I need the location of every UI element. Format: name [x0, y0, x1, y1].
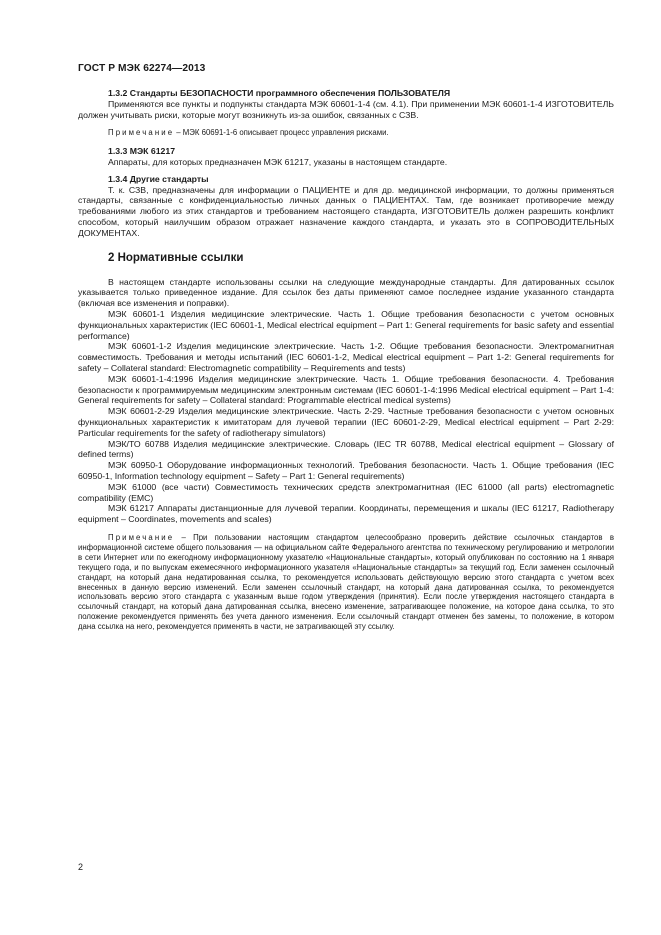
reference-item: МЭК 61000 (все части) Совместимость технических средств электромагнитная (IEC 61000 (all parts) electromagnetic compatibility (EMC) [78, 481, 614, 503]
reference-item: МЭК 60601-1 Изделия медицинские электрические. Часть 1. Общие требования безопасности с учетом основных функциональных характеристик (IEC 60601-1, Medical electrical equipment – Part 1: General requirements for basic safety and essential performance) [78, 309, 614, 341]
reference-item: МЭК 60601-1-2 Изделия медицинские электрические. Часть 1-2. Общие требования безопасности. Электромагнитная совместимость. Требования и методы испытаний (IEC 60601-1-2, Medical electrical equipment – Part 1-2: General requirements for safety – Collateral standard: Electromagnetic compatibility – Requirements and tests) [78, 341, 614, 374]
note-text: – При пользовании настоящим стандартом целесообразно проверить действие ссылочных стандартов в информационной системе общего пользования — на официальном сайте Федерального агентства по техническому регулированию и метрологии в сети Интернет или по ежегодному информационному указателю «Национальные стандарты», который опубликован по состоянию на 1 января текущего года, и по выпускам ежемесячного информационного указателя «Национальные стандарты» за текущий год. Если заменен ссылочный стандарт, на который дана недатированная ссылка, то рекомендуется использовать действующую версию этого стандарта с учетом всех внесенных в данную версию изменений. Если заменен ссылочный стандарт, на который дана датированная ссылка, то рекомендуется использовать версию этого стандарта с указанным выше годом утверждения (принятия). Если после утверждения настоящего стандарта в ссылочный стандарт, на который дана датированная ссылка, внесено изменение, затрагивающее положение, на которое дана ссылка, то это положение рекомендуется применять без учета данного изменения. Если ссылочный стандарт отменен без замены, то положение, в котором дана ссылка на него, рекомендуется применять в части, не затрагивающей эту ссылку. [78, 533, 614, 632]
reference-item: МЭК 60950-1 Оборудование информационных технологий. Требования безопасности. Часть 1. Общие требования (IEC 60950-1, Information technology equipment – Safety – Part 1: General requirements) [78, 460, 614, 482]
paragraph-1-3-4: Т. к. СЗВ, предназначены для информации о ПАЦИЕНТЕ и для др. медицинской информации, то должны применяться стандарты, связанные с конфиденциальностью личных данных о ПАЦИЕНТАХ. Там, где возникает противоречие между требованиями любого из этих стандартов и требованием настоящего стандарта, ИЗГОТОВИТЕЛЬ должен разрешить конфликт способом, который наилучшим образом отражает назначение каждого стандарта, и указать это в СОПРОВОДИТЕЛЬНЫХ ДОКУМЕНТАХ. [78, 184, 614, 238]
reference-item: МЭК/ТО 60788 Изделия медицинские электрические. Словарь (IEC TR 60788, Medical electrical equipment – Glossary of defined terms) [78, 438, 614, 460]
note-label: Примечание [108, 128, 175, 138]
page-content [78, 88, 614, 632]
heading-1-3-4: 1.3.4 Другие стандарты [108, 173, 209, 184]
page-number: 2 [78, 862, 84, 872]
note-label: Примечание [108, 533, 175, 542]
paragraph-1-3-2: Применяются все пункты и подпункты стандарта МЭК 60601-1-4 (см. 4.1). При применении МЭК 60601-1-4 ИЗГОТОВИТЕЛЬ должен учитывать риски, которые могут возникнуть из-за ошибок, связанных с СЗВ. [78, 98, 614, 120]
heading-1-3-3: 1.3.3 МЭК 61217 [108, 146, 176, 157]
reference-item: МЭК 61217 Аппараты дистанционные для лучевой терапии. Координаты, перемещения и шкалы (IEC 61217, Radiotherapy equipment – Coordinates, movements and scales) [78, 503, 614, 525]
section-title-2: 2 Нормативные ссылки [108, 251, 244, 264]
note-text: – МЭК 60691-1-6 описывает процесс управления рисками. [174, 128, 389, 138]
note-section-2 [78, 533, 614, 632]
reference-item: МЭК 60601-2-29 Изделия медицинские электрические. Часть 2-29. Частные требования безопасности с учетом основных функциональных характеристик к имитаторам для лучевой терапии (IEC 60601-2-29, Medical electrical equipment – Part 2-29: Particular requirements for the safety of radiotherapy simulators) [78, 406, 614, 438]
document-header: ГОСТ Р МЭК 62274—2013 [78, 63, 206, 74]
paragraph-2-intro: В настоящем стандарте использованы ссылки на следующие международные стандарты. Для датированных ссылок указывается только приведенное издание. Для ссылок без даты применяют самое последнее издание указанного стандарта (включая все изменения и поправки). [78, 276, 614, 309]
reference-item: МЭК 60601-1-4:1996 Изделия медицинские электрические. Часть 1. Общие требования безопасности. 4. Требования безопасности к программируемым медицинским электронным системам (IEC 60601-1-4:1996 Medical electrical equipment – Part 1-4: General requirements for safety – Collateral standard: Programmable electrical medical systems) [78, 373, 614, 406]
note-1-3-2 [78, 128, 614, 138]
paragraph-1-3-3: Аппараты, для которых предназначен МЭК 61217, указаны в настоящем стандарте. [108, 157, 448, 168]
heading-1-3-2: 1.3.2 Стандарты БЕЗОПАСНОСТИ программного обеспечения ПОЛЬЗОВАТЕЛЯ [108, 88, 451, 98]
